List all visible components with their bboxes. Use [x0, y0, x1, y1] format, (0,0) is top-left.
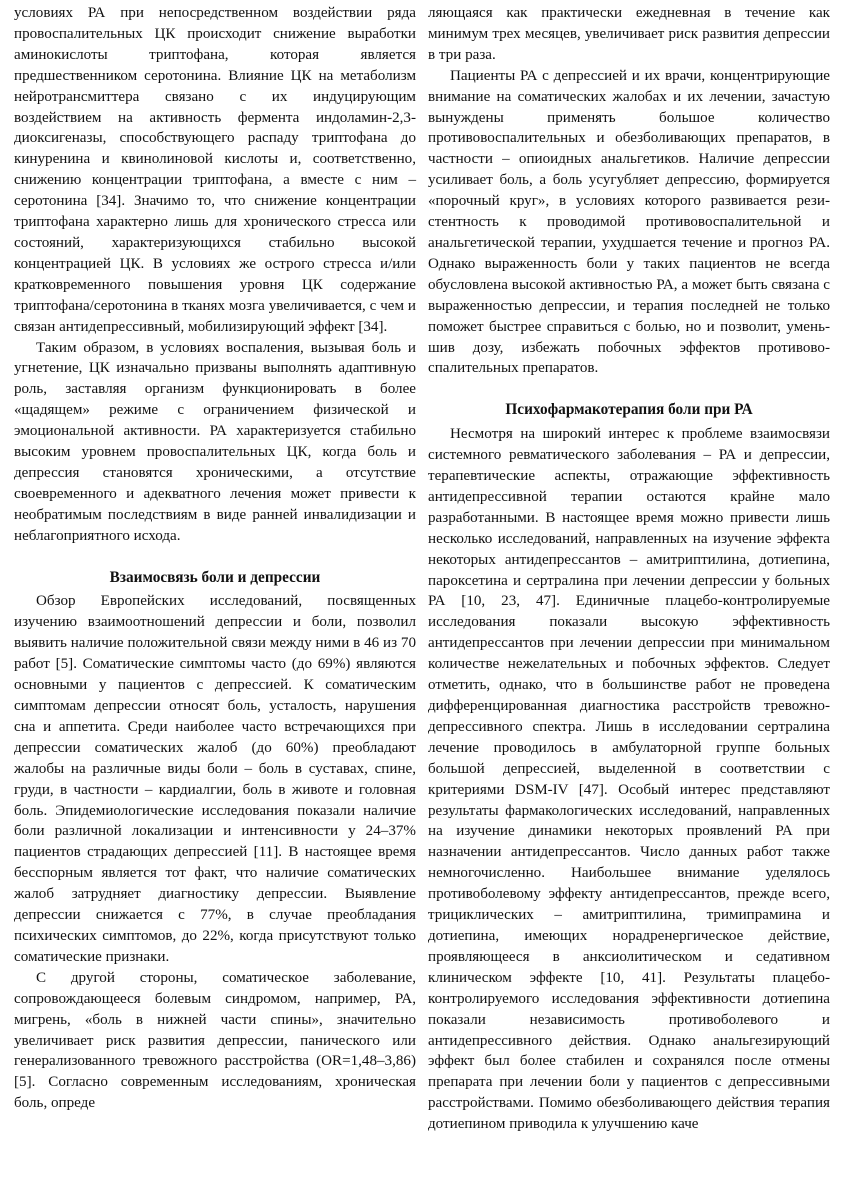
section-heading: Психофармакотерапия боли при РА	[505, 401, 753, 419]
left-column	[14, 3, 416, 1114]
paragraph: С другой стороны, соматическое заболевание, сопровождающееся болевым синдромом, например, РА, мигрень, «боль в нижней части спины», значительно увеличивает риск развития депрессии, панического или генерализованного тревожного расстройства (OR=1,48–3,86) [5]. Согласно современным исследованиям, хроническая боль, опреде	[14, 969, 416, 1112]
right-column	[428, 3, 830, 1135]
spacer	[14, 547, 416, 568]
paragraph: Пациенты РА с депрессией и их врачи, концентрирующие внимание на соматических жалобах и их лечении, зачастую вынуждены применять большое количество противовоспалительных и обезболивающих препаратов, в частности – опиоидных анальгетиков. Наличие депрессии усиливает боль, а боль усугубляет депрессию, формируется «порочный круг», в условиях которого развивается резистентность к проводимой противовоспалительной и анальгетической терапии, ухудшается течение и прогноз РА. Однако выраженность боли у таких пациентов не всегда обусловлена высокой активностью РА, а может быть связана с выраженностью депрессии, и терапия последней не только поможет быстрее справиться с болью, но и позволит, уменьшив дозу, избежать побочных эффектов противовоспалительных препаратов.	[428, 67, 830, 377]
paragraph: ляющаяся как практически ежедневная в течение как минимум трех месяцев, увеличивает риск развития депрессии в три раза.	[428, 5, 830, 63]
paragraph: Таким образом, в условиях воспаления, вызывая боль и угнетение, ЦК изначально призваны выполнять адаптивную роль, заставляя организм функционировать в более «щадящем» режиме с ограничением физической и эмоциональной активности. РА характеризуется стабильно высоким уровнем провоспалительных ЦК, когда боль и депрессия становятся хроническими, а отсутствие своевременного и адекватного лечения может привести к необратимым последствиям в виде ранней инвалидизации и неблагоприятного исхода.	[14, 339, 416, 544]
spacer	[428, 379, 830, 400]
paragraph: Несмотря на широкий интерес к проблеме взаимосвязи системного ревматического заболевания – РА и депрессии, терапевтические аспекты, отражающие эффективность антидепрессивной терапии остаются крайне мало разработанными. В настоящее время можно привести лишь несколько исследований, направленных на изучение эффекта некоторых антидепрессантов – амитриптилина, дотиепина, пароксетина и сертралина при лечении депрессии у больных РА [10, 23, 47]. Единичные плацебо-контролируемые исследования показали высокую эффективность антидепрессантов при лечении депрессии при минимальном количестве нежелательных и побочных эффектов. Следует отметить, однако, что в большинстве работ не проведена дифференцированная диагностика расстройств тревожно-депрессивного спектра. Лишь в исследовании сертралина лечение проводилось в амбулаторной группе больных большой депрессией, выделенной в соответствии с критериями DSM-IV [47]. Особый интерес представляют результаты фармакологических исследований, направленных на изучение динамики некоторых проявлений РА при назначении антидепрессантов. Число данных работ также немногочисленно. Наибольшее внимание уделялось противоболевому эффекту антидепрессантов, прежде всего, трициклических – амитриптилина, тримипрамина и дотиепина, имеющих норадренергическое действие, проявляющееся в анксиолитическом и седативном клиническом эффекте [10, 41]. Результаты плацебо-контролируемого исследования эффективности дотиепина показали независимость противоболевого и антидепрессивного действия. Однако анальгезирующий эффект был более стабилен и сохранялся после отмены препарата при лечении боли у пациентов с депрессивными расстройствами. Помимо обезболивающего действия терапия дотиепином приводила к улучшению каче	[428, 426, 830, 1133]
section-heading: Взаимосвязь боли и депрессии	[109, 568, 321, 586]
paragraph: условиях РА при непосредственном воздействии ряда провоспалительных ЦК происходит снижение выработки аминокислоты триптофана, которая является предшественником серотонина. Влияние ЦК на метаболизм нейротрансмиттера связано с их индуцирующим воздействием на активность фермента индоламин-2,3-диоксигеназы, способствующего распаду триптофана до кинуренина и квинолиновой кислоты и, соответственно, снижению концентрации триптофана, а вместе с ним – серотонина [34]. Значимо то, что снижение концентрации триптофана характерно лишь для хронического стресса или состояний, характеризующихся стабильно высокой концентрацией ЦК. В условиях же острого стресса и/или кратковременного повышения уровня ЦК содержание триптофана/серотонина в тканях мозга увеличивается, с чем и связан антидепрессивный, мобилизирующий эффект [34].	[14, 5, 416, 335]
paragraph: Обзор Европейских исследований, посвященных изучению взаимоотношений депрессии и боли, позволил выявить наличие положительной связи между ними в 46 из 70 работ [5]. Соматические симптомы часто (до 69%) являются основными у пациентов с депрессией. К соматическим симптомам депрессии относят боль, усталость, нарушения сна и аппетита. Среди наиболее часто встречающихся при депрессии соматических жалоб (до 60%) преобладают жалобы на различные виды боли – боль в суставах, спине, груди, в частности – кардиалгии, боль в животе и головная боль. Эпидемиологические исследования показали наличие боли различной локализации и интенсивности у 24–37% пациентов страдающих депрессией [11]. В настоящее время бесспорным является тот факт, что наличие соматических жалоб затрудняет диагностику депрессии. Выявление депрессии снижается с 77%, в случае преобладания психических симптомов, до 22%, когда присутствуют только соматические признаки.	[14, 593, 416, 965]
